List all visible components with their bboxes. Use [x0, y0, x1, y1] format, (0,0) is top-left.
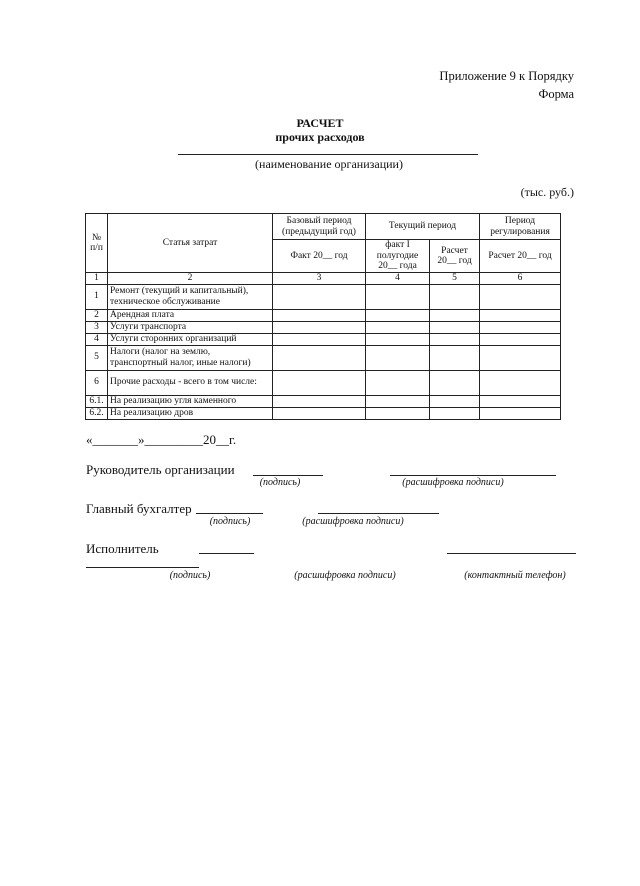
- row-article: Прочие расходы - всего в том числе:: [108, 370, 273, 395]
- row-cell: [366, 321, 430, 333]
- row-number: 2: [86, 309, 108, 321]
- executor-sign-caption: (подпись): [169, 570, 211, 581]
- head-signature-line: [253, 475, 323, 476]
- organization-caption: (наименование организации): [255, 157, 403, 171]
- head-sign-caption: (подпись): [259, 477, 301, 488]
- accountant-decode-caption: (расшифровка подписи): [302, 516, 404, 527]
- column-number-1: 1: [86, 273, 108, 285]
- row-number: 6.1.: [86, 395, 108, 407]
- header-col-article: Статья затрат: [108, 214, 273, 273]
- row-article: Услуги транспорта: [108, 321, 273, 333]
- row-cell: [366, 370, 430, 395]
- row-cell: [480, 284, 561, 309]
- executor-decode-line: [86, 567, 199, 568]
- head-label: Руководитель организации: [86, 462, 235, 477]
- document-title: РАСЧЕТ: [296, 116, 344, 130]
- column-number-3: 3: [273, 273, 366, 285]
- header-base-fact: Факт 20__ год: [273, 240, 366, 273]
- table-row: [86, 284, 561, 309]
- row-cell: [273, 395, 366, 407]
- row-cell: [480, 333, 561, 345]
- row-cell: [430, 284, 480, 309]
- date-line: «_______»_________20__г.: [86, 432, 237, 447]
- organization-name-line: [178, 154, 478, 155]
- table-row: [86, 333, 561, 345]
- table-row: [86, 370, 561, 395]
- table-row: [86, 345, 561, 370]
- accountant-label: Главный бухгалтер: [86, 501, 192, 516]
- executor-phone-caption: (контактный телефон): [464, 570, 566, 581]
- row-cell: [273, 284, 366, 309]
- row-article: Арендная плата: [108, 309, 273, 321]
- row-cell: [273, 309, 366, 321]
- row-cell: [273, 370, 366, 395]
- accountant-signature-line: [196, 513, 263, 514]
- row-number: 6.2.: [86, 407, 108, 419]
- row-cell: [430, 309, 480, 321]
- row-cell: [430, 407, 480, 419]
- row-article: На реализацию дров: [108, 407, 273, 419]
- row-cell: [480, 309, 561, 321]
- accountant-decode-line: [318, 513, 439, 514]
- row-cell: [480, 407, 561, 419]
- column-number-5: 5: [430, 273, 480, 285]
- header-col-number: № п/п: [86, 214, 108, 273]
- row-number: 6: [86, 370, 108, 395]
- row-cell: [366, 284, 430, 309]
- row-cell: [430, 321, 480, 333]
- row-cell: [366, 309, 430, 321]
- column-number-6: 6: [480, 273, 561, 285]
- table-row: [86, 407, 561, 419]
- row-number: 4: [86, 333, 108, 345]
- row-number: 3: [86, 321, 108, 333]
- column-number-4: 4: [366, 273, 430, 285]
- table-row: [86, 395, 561, 407]
- row-cell: [480, 321, 561, 333]
- row-cell: [366, 345, 430, 370]
- row-cell: [480, 395, 561, 407]
- row-cell: [273, 345, 366, 370]
- header-base-period: Базовый период (предыдущий год): [273, 214, 366, 240]
- row-cell: [366, 395, 430, 407]
- row-cell: [273, 407, 366, 419]
- row-cell: [480, 345, 561, 370]
- row-article: Ремонт (текущий и капитальный), техническое обслуживание: [108, 284, 273, 309]
- executor-decode-caption: (расшифровка подписи): [294, 570, 396, 581]
- header-current-calc: Расчет 20__ год: [430, 240, 480, 273]
- column-number-2: 2: [108, 273, 273, 285]
- row-article: На реализацию угля каменного: [108, 395, 273, 407]
- row-cell: [430, 345, 480, 370]
- expenses-table: [85, 213, 561, 420]
- row-cell: [480, 370, 561, 395]
- row-article: Услуги сторонних организаций: [108, 333, 273, 345]
- row-cell: [366, 407, 430, 419]
- row-cell: [273, 333, 366, 345]
- row-number: 5: [86, 345, 108, 370]
- executor-phone-line: [447, 553, 576, 554]
- row-cell: [430, 333, 480, 345]
- executor-signature-line: [199, 553, 254, 554]
- header-regulation-calc: Расчет 20__ год: [480, 240, 561, 273]
- form-label: Форма: [538, 87, 574, 101]
- head-decode-caption: (расшифровка подписи): [402, 477, 504, 488]
- row-cell: [430, 370, 480, 395]
- appendix-reference: Приложение 9 к Порядку: [439, 69, 574, 83]
- units-label: (тыс. руб.): [520, 185, 574, 199]
- header-regulation-period: Период регулирования: [480, 214, 561, 240]
- header-current-fact: факт I полугодие 20__ года: [366, 240, 430, 273]
- table-row: [86, 321, 561, 333]
- table-row: [86, 309, 561, 321]
- header-current-period: Текущий период: [366, 214, 480, 240]
- head-decode-line: [390, 475, 556, 476]
- document-subtitle: прочих расходов: [275, 130, 365, 144]
- executor-label: Исполнитель: [86, 541, 159, 556]
- row-article: Налоги (налог на землю, транспортный налог, иные налоги): [108, 345, 273, 370]
- accountant-sign-caption: (подпись): [209, 516, 251, 527]
- row-cell: [366, 333, 430, 345]
- row-cell: [430, 395, 480, 407]
- row-number: 1: [86, 284, 108, 309]
- row-cell: [273, 321, 366, 333]
